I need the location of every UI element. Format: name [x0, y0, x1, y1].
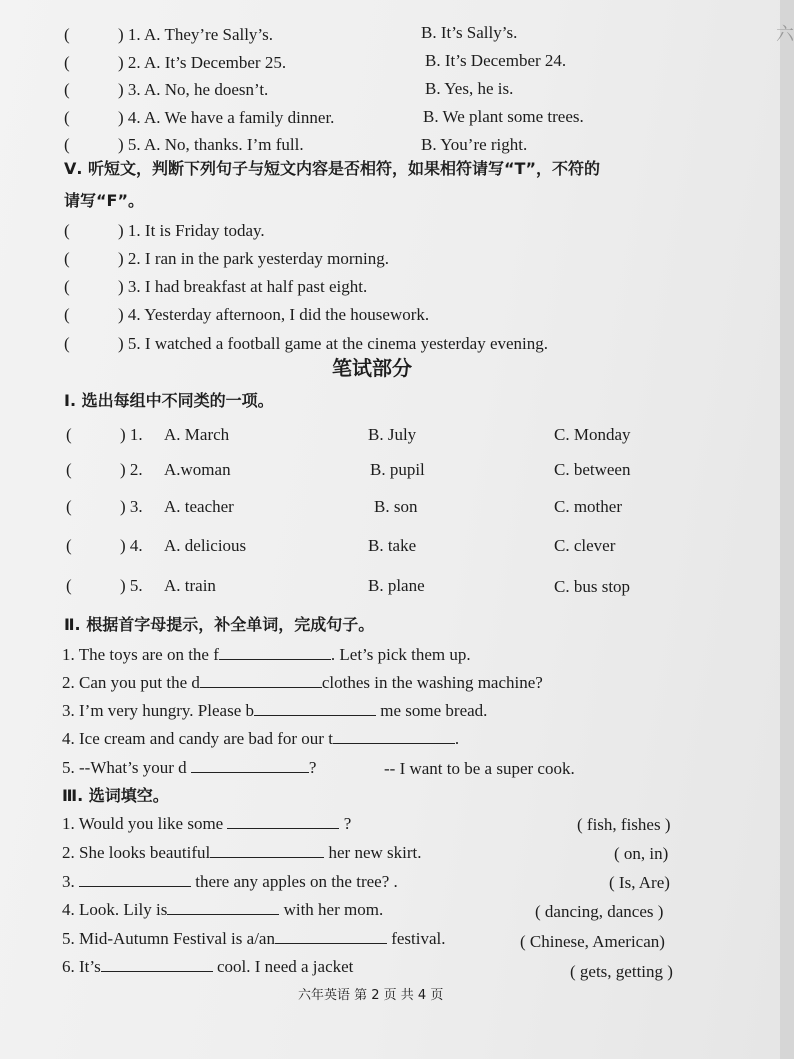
- part2-item-5-answer: -- I want to be a super cook.: [384, 759, 575, 778]
- part2-item-1: 1. The toys are on the f . Let’s pick them up.: [62, 645, 471, 664]
- page-footer: 六年英语 第 2 页 共 4 页: [298, 988, 444, 1003]
- part1-heading: Ⅰ. 选出每组中不同类的一项。: [64, 391, 274, 410]
- answer-blank[interactable]: [333, 729, 455, 744]
- section5-heading-line1: Ⅴ. 听短文，判断下列句子与短文内容是否相符，如果相符请写“T”，不符的: [64, 159, 600, 178]
- part3-item-5-choices: ( Chinese, American): [520, 932, 665, 951]
- section5-item-5: ( ) 5. I watched a football game at the cinema yesterday evening.: [64, 334, 549, 353]
- section5-item-2: ( ) 2. I ran in the park yesterday morning.: [64, 249, 389, 268]
- section5-item-3: ( ) 3. I had breakfast at half past eight.: [64, 277, 368, 296]
- listening-item-2-b: B. It’s December 24.: [425, 51, 567, 70]
- item-number: ) 2.: [120, 460, 143, 479]
- listening-item-4: ( ) 4. A. We have a family dinner.: [64, 108, 335, 127]
- listening-item-3: ( ) 3. A. No, he doesn’t.: [64, 80, 269, 99]
- option-a: A.woman: [164, 460, 231, 479]
- option-b: B. July: [368, 425, 417, 444]
- part2-item-2: 2. Can you put the d clothes in the washing machine?: [62, 673, 543, 692]
- option-b: B. pupil: [370, 460, 425, 479]
- listening-item-4-b: B. We plant some trees.: [423, 107, 584, 126]
- written-section-title: 笔试部分: [332, 356, 412, 380]
- part3-item-3: 3. there any apples on the tree? .: [62, 872, 398, 891]
- option-c: C. clever: [554, 536, 616, 555]
- part3-heading: Ⅲ. 选词填空。: [62, 786, 169, 805]
- option-b: B. plane: [368, 576, 425, 595]
- answer-blank[interactable]: [227, 814, 339, 829]
- option-c: C. Monday: [554, 425, 631, 444]
- paren: (: [66, 460, 72, 479]
- part2-heading: Ⅱ. 根据首字母提示，补全单词，完成句子。: [64, 615, 375, 634]
- part3-item-6: 6. It’s cool. I need a jacket: [62, 957, 354, 976]
- listening-item-1: ( ) 1. A. They’re Sally’s.: [64, 25, 274, 44]
- option-a: A. train: [164, 576, 216, 595]
- listening-item-5: ( ) 5. A. No, thanks. I’m full.: [64, 135, 304, 154]
- listening-item-2: ( ) 2. A. It’s December 25.: [64, 53, 287, 72]
- option-b: B. son: [374, 497, 418, 516]
- item-number: ) 4.: [120, 536, 143, 555]
- part2-item-5: 5. --What’s your d ?: [62, 758, 317, 777]
- answer-blank[interactable]: [200, 673, 322, 688]
- item-number: ) 1.: [120, 425, 143, 444]
- part3-item-3-choices: ( Is, Are): [609, 873, 670, 892]
- listening-item-5-b: B. You’re right.: [421, 135, 528, 154]
- part3-item-5: 5. Mid-Autumn Festival is a/an festival.: [62, 929, 446, 948]
- item-number: ) 3.: [120, 497, 143, 516]
- adjacent-page-edge: [776, 0, 794, 1059]
- option-a: A. delicious: [164, 536, 247, 555]
- paren: (: [66, 425, 72, 444]
- answer-blank[interactable]: [275, 929, 387, 944]
- part2-item-3: 3. I’m very hungry. Please b me some bread.: [62, 701, 488, 720]
- part3-item-1-choices: ( fish, fishes ): [577, 815, 671, 834]
- section5-item-1: ( ) 1. It is Friday today.: [64, 221, 265, 240]
- option-c: C. bus stop: [554, 577, 631, 596]
- paren: (: [66, 497, 72, 516]
- answer-blank[interactable]: [210, 843, 324, 858]
- paren: (: [66, 536, 72, 555]
- part2-item-4: 4. Ice cream and candy are bad for our t .: [62, 729, 460, 748]
- part3-item-2-choices: ( on, in): [614, 844, 669, 863]
- answer-blank[interactable]: [167, 900, 279, 915]
- section5-heading-line2: 请写“F”。: [64, 191, 144, 210]
- answer-blank[interactable]: [101, 957, 213, 972]
- option-c: C. between: [554, 460, 631, 479]
- option-b: B. take: [368, 536, 417, 555]
- listening-item-3-b: B. Yes, he is.: [425, 79, 514, 98]
- answer-blank[interactable]: [191, 758, 309, 773]
- option-a: A. teacher: [164, 497, 234, 516]
- answer-blank[interactable]: [254, 701, 376, 716]
- part3-item-4-choices: ( dancing, dances ): [535, 902, 664, 921]
- adjacent-page-glyph: 六: [776, 24, 794, 45]
- part3-item-2: 2. She looks beautiful her new skirt.: [62, 843, 422, 862]
- paren: (: [66, 576, 72, 595]
- part3-item-4: 4. Look. Lily is with her mom.: [62, 900, 384, 919]
- answer-blank[interactable]: [219, 645, 331, 660]
- part3-item-1: 1. Would you like some ?: [62, 814, 352, 833]
- section5-item-4: ( ) 4. Yesterday afternoon, I did the housework.: [64, 305, 430, 324]
- option-c: C. mother: [554, 497, 622, 516]
- listening-item-1-b: B. It’s Sally’s.: [421, 23, 518, 42]
- item-number: ) 5.: [120, 576, 143, 595]
- part3-item-6-choices: ( gets, getting ): [570, 962, 673, 981]
- answer-blank[interactable]: [79, 872, 191, 887]
- option-a: A. March: [164, 425, 230, 444]
